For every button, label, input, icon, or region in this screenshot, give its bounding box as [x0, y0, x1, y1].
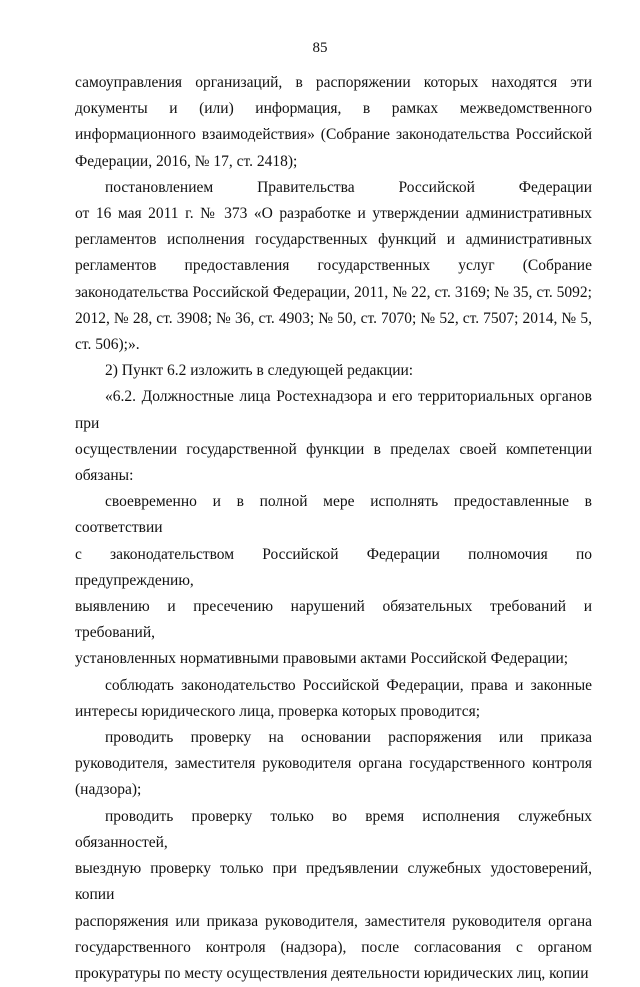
page-number: 85	[312, 40, 328, 56]
text-line: информационного взаимодействия» (Собрание законодательства Российской	[75, 126, 592, 144]
text-line: «6.2. Должностные лица Ростехнадзора и его территориальных органов при	[75, 388, 592, 432]
text-line: законодательства Российской Федерации, 2011, № 22, ст. 3169; № 35, ст. 5092;	[75, 283, 592, 301]
text-line: Федерации, 2016, № 17, ст. 2418);	[75, 152, 298, 170]
text-line: ст. 506);».	[75, 336, 140, 354]
text-line: постановлением Правительства Российской Федерации	[105, 178, 592, 196]
text-line: от 16 мая 2011 г. № 373 «О разработке и утверждении административных	[75, 205, 592, 223]
text-line: документы и (или) информация, в рамках межведомственного	[75, 100, 592, 118]
paragraph	[75, 804, 592, 987]
text-line: выявлению и пресечению нарушений обязательных требований и требований,	[75, 598, 592, 642]
text-line: регламентов предоставления государственных услуг (Собрание	[75, 257, 592, 275]
text-line: проводить проверку на основании распоряжения или приказа	[105, 729, 592, 747]
text-line: обязаны:	[75, 467, 134, 485]
text-line: соблюдать законодательство Российской Федерации, права и законные	[105, 676, 592, 694]
text-line: (надзора);	[75, 781, 142, 799]
paragraph	[75, 175, 592, 358]
paragraph	[75, 70, 592, 175]
text-line: государственного контроля (надзора), после согласования с органом	[75, 938, 592, 956]
text-line: распоряжения или приказа руководителя, заместителя руководителя органа	[75, 912, 592, 930]
text-line: интересы юридического лица, проверка которых проводится;	[75, 702, 481, 720]
text-line: выездную проверку только при предъявлении служебных удостоверений, копии	[75, 860, 592, 904]
text-line: с законодательством Российской Федерации полномочия по предупреждению,	[75, 545, 592, 589]
text-line: самоуправления организаций, в распоряжении которых находятся эти	[75, 74, 592, 91]
text-line: проводить проверку только во время исполнения служебных обязанностей,	[75, 807, 592, 851]
text-line: руководителя, заместителя руководителя органа государственного контроля	[75, 755, 592, 773]
text-line: 2) Пункт 6.2 изложить в следующей редакции:	[105, 362, 414, 380]
text-line: регламентов исполнения государственных функций и административных	[75, 231, 592, 249]
paragraph	[75, 489, 592, 672]
text-line: осуществлении государственной функции в пределах своей компетенции	[75, 440, 592, 458]
text-line: установленных нормативными правовыми актами Российской Федерации;	[75, 650, 569, 668]
paragraph	[75, 358, 592, 384]
paragraph	[75, 673, 592, 725]
paragraph	[75, 725, 592, 804]
text-line: прокуратуры по месту осуществления деятельности юридических лиц, копии	[75, 964, 589, 982]
text-line: 2012, № 28, ст. 3908; № 36, ст. 4903; № 50, ст. 7070; № 52, ст. 7507; 2014, № 5,	[75, 309, 592, 327]
paragraph	[75, 384, 592, 489]
text-line: своевременно и в полной мере исполнять предоставленные в соответствии	[75, 493, 592, 537]
document-body	[75, 70, 592, 987]
